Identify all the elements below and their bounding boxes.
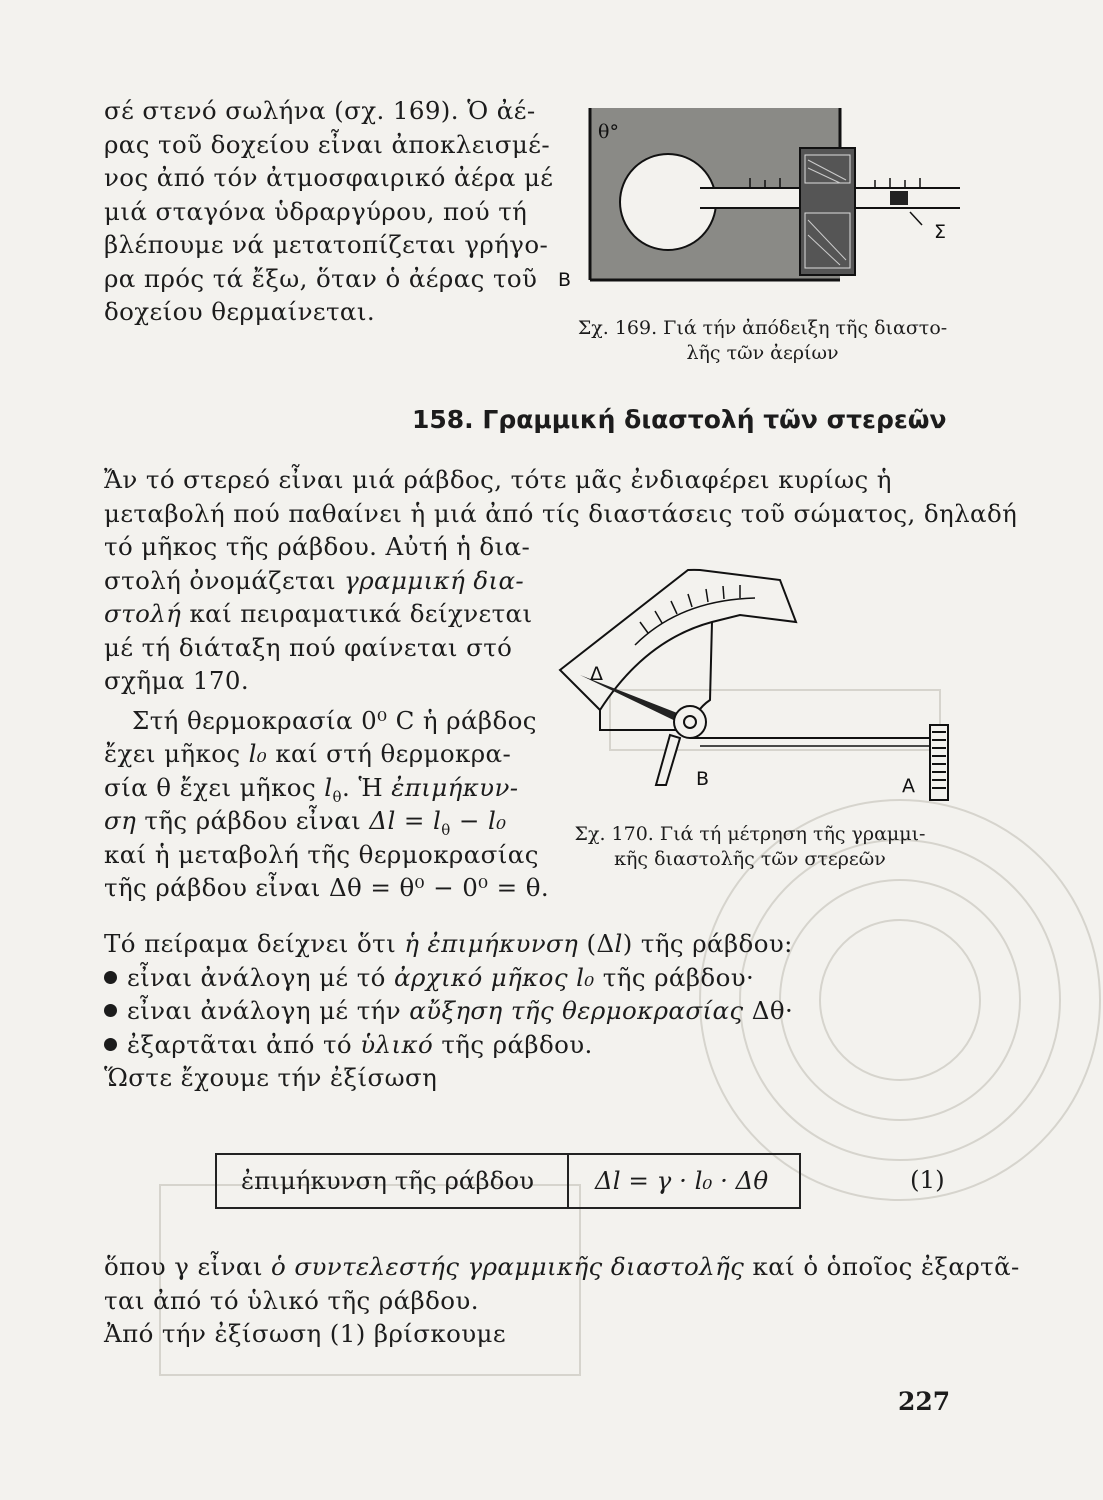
text-line: στολή ὀνομάζεται γραμμική δια-: [104, 565, 525, 595]
mercury-drop: [890, 191, 908, 205]
section-heading: 158. Γραμμική διαστολή τῶν στερεῶν: [412, 405, 947, 434]
bullet-item: εἶναι ἀνάλογη μέ τό ἀρχικό μῆκος l₀ τῆς ράβδου·: [104, 961, 793, 995]
capillary-tube: [668, 188, 908, 208]
text-line: ται ἀπό τό ὑλικό τῆς ράβδου.: [104, 1285, 479, 1315]
text-line: βλέπουμε νά μετατοπίζεται γρήγο-: [104, 230, 549, 259]
text-line: Στή θερμοκρασία 0⁰ C ἡ ράβδος: [132, 706, 537, 735]
text-line: Ἀπό τήν ἐξίσωση (1) βρίσκουμε: [104, 1319, 506, 1348]
text-line: Τό πείραμα δείχνει ὅτι ἡ ἐπιμήκυνση (Δl) τῆς ράβδου:: [104, 929, 793, 958]
equation-box: [215, 1153, 801, 1209]
label-b: Β: [696, 768, 710, 790]
text-line: τῆς ράβδου εἶναι Δθ = θ⁰ − 0⁰ = θ.: [104, 873, 550, 902]
text-line: Ὥστε ἔχουμε τήν ἐξίσωση: [104, 1063, 438, 1092]
equation-number: (1): [910, 1165, 945, 1194]
bullet-item: εἶναι ἀνάλογη μέ τήν αὔξηση τῆς θερμοκρασίας Δθ·: [104, 994, 793, 1028]
caption-line: λῆς τῶν ἀερίων: [686, 342, 839, 364]
caption-line: Σχ. 169. Γιά τήν ἀπόδειξη τῆς διαστο-: [577, 317, 948, 339]
equation-label: ἐπιμήκυνση τῆς ράβδου: [241, 1166, 534, 1195]
text-line: σχῆμα 170.: [104, 666, 250, 695]
text-line: στολή καί πειραματικά δείχνεται: [104, 599, 533, 628]
page-number: 227: [898, 1387, 951, 1416]
label-a: Α: [902, 775, 915, 797]
bullet-icon: [104, 1038, 117, 1051]
text-line: μέ τή διάταξη πού φαίνεται στό: [104, 632, 513, 662]
paragraph-intro: [104, 94, 553, 329]
label-sigma: Σ: [934, 221, 947, 243]
paragraph-experiment-result: [104, 927, 793, 1095]
caption-line: Σχ. 170. Γιά τή μέτρηση τῆς γραμμι-: [574, 823, 926, 845]
text-line: σέ στενό σωλήνα (σχ. 169). Ὁ ἀέ-: [104, 96, 536, 125]
text-line: καί ἡ μεταβολή τῆς θερμοκρασίας: [104, 839, 539, 869]
paragraph-temperature: [132, 704, 537, 738]
text-line: δοχείου θερμαίνεται.: [104, 297, 376, 326]
text-line: τό μῆκος τῆς ράβδου. Αὐτή ἡ δια-: [104, 532, 531, 561]
label-b: Β: [558, 269, 572, 291]
bullet-icon: [104, 971, 117, 984]
bullet-icon: [104, 1004, 117, 1017]
figure-170-linear-expansion-apparatus: [540, 560, 960, 810]
equation-divider: [567, 1155, 569, 1207]
text-line: ἔχει μῆκος l₀ καί στή θερμοκρα-: [104, 739, 512, 768]
equation-formula: Δl = γ · l₀ · Δθ: [595, 1166, 769, 1195]
paragraph-coefficient: [104, 1250, 1020, 1351]
text-line: μεταβολή πού παθαίνει ἡ μιά ἀπό τίς διαστάσεις τοῦ σώματος, δηλαδή: [104, 498, 1018, 528]
term-linear-expansion: γραμμική δια-: [344, 565, 525, 595]
label-theta: θ°: [598, 121, 619, 143]
text-line: Ἄν τό στερεό εἶναι μιά ράβδος, τότε μᾶς ἐνδιαφέρει κυρίως ἡ: [104, 465, 892, 494]
caption-line: κῆς διαστολῆς τῶν στερεῶν: [614, 848, 886, 870]
figure-169-gas-expansion-apparatus: [550, 100, 960, 310]
text-line: νος ἀπό τόν ἀτμοσφαιρικό ἀέρα μέ: [104, 163, 554, 192]
text-line: ρας τοῦ δοχείου εἶναι ἀποκλεισμέ-: [104, 129, 551, 159]
text-line: ρα πρός τά ἔξω, ὅταν ὁ ἀέρας τοῦ: [104, 263, 538, 293]
figure-169-caption: [555, 316, 970, 366]
text-line: μιά σταγόνα ὑδραργύρου, πού τή: [104, 196, 528, 226]
bullet-item: ἐξαρτᾶται ἀπό τό ὑλικό τῆς ράβδου.: [104, 1028, 793, 1062]
label-delta: Δ: [590, 663, 603, 685]
support-stand: [656, 735, 680, 785]
dial-scale: [560, 570, 796, 710]
paragraph-temperature-cont: [104, 737, 549, 905]
text-line: ὅπου γ εἶναι ὁ συντελεστής γραμμικῆς διαστολῆς καί ὁ ὁποῖος ἐξαρτᾶ-: [104, 1252, 1020, 1281]
text-line: σία θ ἔχει μῆκος $l_\theta$. Ἡ ἐπιμήκυν-: [104, 772, 519, 806]
stopper: [800, 148, 855, 275]
figure-170-caption: [540, 822, 960, 872]
text-line: ση τῆς ράβδου εἶναι $\Delta l = l_\theta - l_0$: [104, 806, 507, 839]
